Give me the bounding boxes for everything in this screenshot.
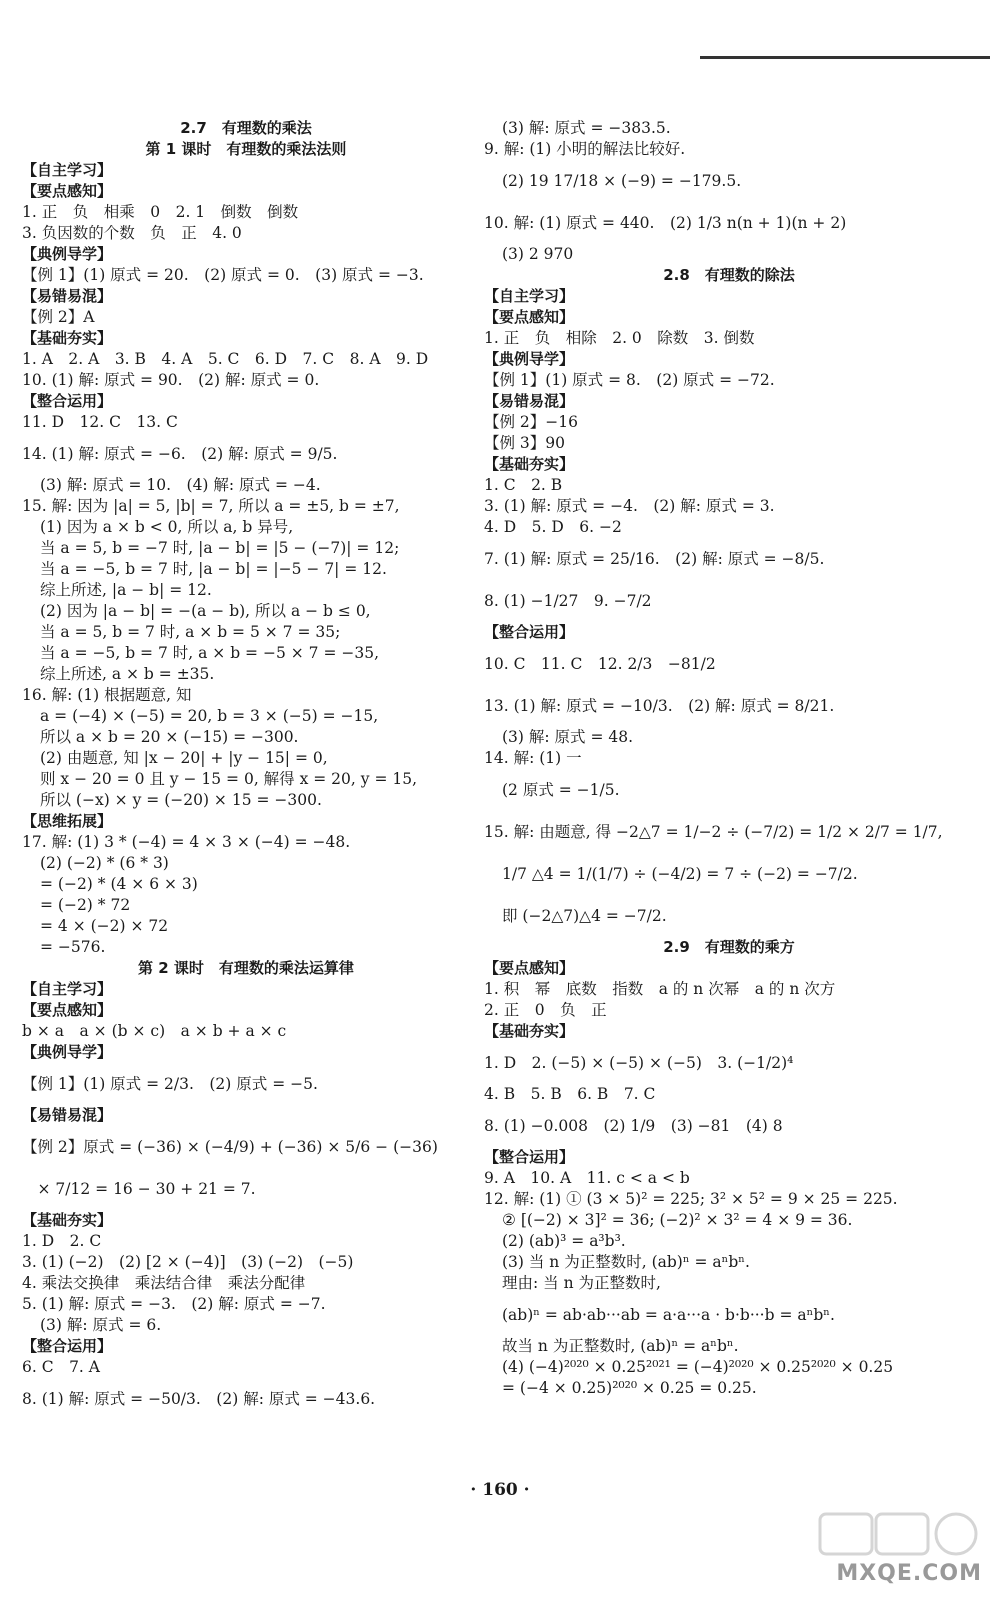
left-column-line: 所以 (−x) × y = (−20) × 15 = −300. [40, 791, 322, 809]
left-column [22, 118, 470, 1420]
right-column-line: = (−4 × 0.25)²⁰²⁰ × 0.25 = 0.25. [502, 1379, 757, 1397]
right-column-line: 2.8 有理数的除法 [663, 266, 795, 284]
left-column-line: 14. (1) 解: 原式 = −6. (2) 解: 原式 = 9/5. [22, 445, 338, 463]
left-column-line: 6. C 7. A [22, 1358, 100, 1376]
left-column-line: 17. 解: (1) 3 * (−4) = 4 × 3 × (−4) = −48. [22, 833, 351, 851]
left-column-line: 【要点感知】 [22, 1001, 113, 1019]
left-column-line: 【典例导学】 [22, 245, 113, 263]
right-column-line: 10. 解: (1) 原式 = 440. (2) 1/3 n(n + 1)(n + 2) [484, 214, 847, 232]
right-column-line: 2.9 有理数的乘方 [663, 938, 795, 956]
left-column-line: (1) 因为 a × b < 0, 所以 a, b 异号, [40, 518, 294, 536]
left-column-line: 当 a = 5, b = 7 时, a × b = 5 × 7 = 35; [40, 623, 341, 641]
right-column-line: 1/7 △4 = 1/(1/7) ÷ (−4/2) = 7 ÷ (−2) = −7/2. [502, 865, 858, 883]
left-column-line: 【自主学习】 [22, 161, 113, 179]
left-column-line: (2) 因为 |a − b| = −(a − b), 所以 a − b ≤ 0, [40, 602, 371, 620]
left-column-line: 第 2 课时 有理数的乘法运算律 [138, 959, 354, 977]
right-column-line: (2) 19 17/18 × (−9) = −179.5. [502, 172, 742, 190]
right-column-line: 14. 解: (1) 一 [484, 749, 582, 767]
left-column-line: 【自主学习】 [22, 980, 113, 998]
left-column-line: = (−2) * 72 [40, 896, 131, 914]
right-column-line: (2 原式 = −1/5. [502, 781, 620, 799]
right-column-line: 7. (1) 解: 原式 = 25/16. (2) 解: 原式 = −8/5. [484, 550, 825, 568]
left-column-line: 3. 负因数的个数 负 正 4. 0 [22, 224, 242, 242]
right-column-line: 1. 积 幂 底数 指数 a 的 n 次幂 a 的 n 次方 [484, 980, 836, 998]
left-column-line: 【思维拓展】 [22, 812, 113, 830]
right-column-line: ② [(−2) × 3]² = 36; (−2)² × 3² = 4 × 9 = 36. [502, 1211, 853, 1229]
right-column-line: 13. (1) 解: 原式 = −10/3. (2) 解: 原式 = 8/21. [484, 697, 835, 715]
left-column-line: 【例 1】(1) 原式 = 20. (2) 原式 = 0. (3) 原式 = −3. [22, 266, 424, 284]
right-column-line: (ab)ⁿ = ab·ab···ab = a·a···a · b·b···b = aⁿbⁿ. [502, 1306, 835, 1324]
right-column-line: 即 (−2△7)△4 = −7/2. [502, 907, 667, 925]
right-column-line: 2. 正 0 负 正 [484, 1001, 607, 1019]
left-column-line: 【整合运用】 [22, 392, 113, 410]
right-column-line: 【例 2】−16 [484, 413, 578, 431]
left-column-line: 当 a = −5, b = 7 时, |a − b| = |−5 − 7| = 12. [40, 560, 387, 578]
left-column-line: 综上所述, a × b = ±35. [40, 665, 215, 683]
right-column-line: 【要点感知】 [484, 959, 575, 977]
left-column-line: 11. D 12. C 13. C [22, 413, 178, 431]
right-column-line: 【例 3】90 [484, 434, 566, 452]
left-column-line: (2) (−2) * (6 * 3) [40, 854, 169, 872]
left-column-line: 当 a = −5, b = 7 时, a × b = −5 × 7 = −35, [40, 644, 379, 662]
left-column-line: 所以 a × b = 20 × (−15) = −300. [40, 728, 299, 746]
left-column-line: = 4 × (−2) × 72 [40, 917, 169, 935]
right-column-line: 4. B 5. B 6. B 7. C [484, 1085, 656, 1103]
left-column-line: 8. (1) 解: 原式 = −50/3. (2) 解: 原式 = −43.6. [22, 1390, 376, 1408]
left-column-line: 【要点感知】 [22, 182, 113, 200]
left-column-line: 1. A 2. A 3. B 4. A 5. C 6. D 7. C 8. A 9. D [22, 350, 429, 368]
left-column-line: 【基础夯实】 [22, 1211, 113, 1229]
page-number: · 160 · [470, 1480, 530, 1500]
left-column-line: 4. 乘法交换律 乘法结合律 乘法分配律 [22, 1274, 306, 1292]
right-column-line: 10. C 11. C 12. 2/3 −81/2 [484, 655, 716, 673]
right-column-line: 【典例导学】 [484, 350, 575, 368]
left-column-line: × 7/12 = 16 − 30 + 21 = 7. [22, 1180, 256, 1198]
right-column-line: 故当 n 为正整数时, (ab)ⁿ = aⁿbⁿ. [502, 1337, 739, 1355]
right-column-line: 【要点感知】 [484, 308, 575, 326]
left-column-line: 【例 2】A [22, 308, 95, 326]
right-column-line: (3) 解: 原式 = 48. [502, 728, 634, 746]
right-column [484, 118, 974, 1399]
right-column-line: (2) (ab)³ = a³b³. [502, 1232, 626, 1250]
left-column-line: b × a a × (b × c) a × b + a × c [22, 1022, 287, 1040]
left-column-line: 【例 1】(1) 原式 = 2/3. (2) 原式 = −5. [22, 1075, 318, 1093]
left-column-line: 1. 正 负 相乘 0 2. 1 倒数 倒数 [22, 203, 299, 221]
right-column-line: 【自主学习】 [484, 287, 575, 305]
left-column-line: 16. 解: (1) 根据题意, 知 [22, 686, 192, 704]
right-column-line: 【例 1】(1) 原式 = 8. (2) 原式 = −72. [484, 371, 775, 389]
right-column-line: 【整合运用】 [484, 623, 575, 641]
watermark-text: MXQE.COM [836, 1561, 982, 1586]
right-column-line: 4. D 5. D 6. −2 [484, 518, 622, 536]
left-column-line: 【基础夯实】 [22, 329, 113, 347]
right-column-line: 【整合运用】 [484, 1148, 575, 1166]
left-column-line: 10. (1) 解: 原式 = 90. (2) 解: 原式 = 0. [22, 371, 320, 389]
left-column-line: (3) 解: 原式 = 10. (4) 解: 原式 = −4. [40, 476, 321, 494]
left-column-line: 15. 解: 因为 |a| = 5, |b| = 7, 所以 a = ±5, b = ±7, [22, 497, 400, 515]
right-column-line: 12. 解: (1) ① (3 × 5)² = 225; 3² × 5² = 9 × 25 = 225. [484, 1190, 898, 1208]
right-column-line: (3) 2 970 [502, 245, 574, 263]
right-column-line: (3) 当 n 为正整数时, (ab)ⁿ = aⁿbⁿ. [502, 1253, 750, 1271]
right-column-line: 9. A 10. A 11. c < a < b [484, 1169, 690, 1187]
left-column-line: (3) 解: 原式 = 6. [40, 1316, 162, 1334]
right-column-line: (3) 解: 原式 = −383.5. [502, 119, 671, 137]
right-column-line: 8. (1) −1/27 9. −7/2 [484, 592, 652, 610]
right-column-line: 3. (1) 解: 原式 = −4. (2) 解: 原式 = 3. [484, 497, 775, 515]
right-column-line: 【易错易混】 [484, 392, 575, 410]
right-column-line: (4) (−4)²⁰²⁰ × 0.25²⁰²¹ = (−4)²⁰²⁰ × 0.25²⁰²⁰ × 0.25 [502, 1358, 894, 1376]
left-column-line: 5. (1) 解: 原式 = −3. (2) 解: 原式 = −7. [22, 1295, 326, 1313]
left-column-line: 则 x − 20 = 0 且 y − 15 = 0, 解得 x = 20, y = 15, [40, 770, 418, 788]
right-column-line: 1. 正 负 相除 2. 0 除数 3. 倒数 [484, 329, 755, 347]
left-column-line: 综上所述, |a − b| = 12. [40, 581, 212, 599]
right-column-line: 9. 解: (1) 小明的解法比较好. [484, 140, 686, 158]
right-column-line: 理由: 当 n 为正整数时, [502, 1274, 661, 1292]
left-column-line: 【易错易混】 [22, 1106, 113, 1124]
left-column-line: 2.7 有理数的乘法 [180, 119, 312, 137]
left-column-line: = −576. [40, 938, 106, 956]
right-column-line: 【基础夯实】 [484, 455, 575, 473]
left-column-line: = (−2) * (4 × 6 × 3) [40, 875, 198, 893]
left-column-line: (2) 由题意, 知 |x − 20| + |y − 15| = 0, [40, 749, 328, 767]
left-column-line: 3. (1) (−2) (2) [2 × (−4)] (3) (−2) (−5) [22, 1253, 354, 1271]
right-column-line: 1. C 2. B [484, 476, 563, 494]
left-column-line: 【典例导学】 [22, 1043, 113, 1061]
right-column-line: 8. (1) −0.008 (2) 1/9 (3) −81 (4) 8 [484, 1117, 783, 1135]
left-column-line: 当 a = 5, b = −7 时, |a − b| = |5 − (−7)| = 12; [40, 539, 400, 557]
left-column-line: 第 1 课时 有理数的乘法法则 [145, 140, 347, 158]
right-column-line: 【基础夯实】 [484, 1022, 575, 1040]
left-column-line: 【例 2】原式 = (−36) × (−4/9) + (−36) × 5/6 − (−36) [22, 1138, 438, 1156]
header-rule [700, 56, 990, 59]
left-column-line: 【易错易混】 [22, 287, 113, 305]
left-column-line: 【整合运用】 [22, 1337, 113, 1355]
right-column-line: 1. D 2. (−5) × (−5) × (−5) 3. (−1/2)⁴ [484, 1054, 794, 1072]
left-column-line: 1. D 2. C [22, 1232, 102, 1250]
right-column-line: 15. 解: 由题意, 得 −2△7 = 1/−2 ÷ (−7/2) = 1/2 × 2/7 = 1/7, [484, 823, 943, 841]
left-column-line: a = (−4) × (−5) = 20, b = 3 × (−5) = −15, [40, 707, 379, 725]
